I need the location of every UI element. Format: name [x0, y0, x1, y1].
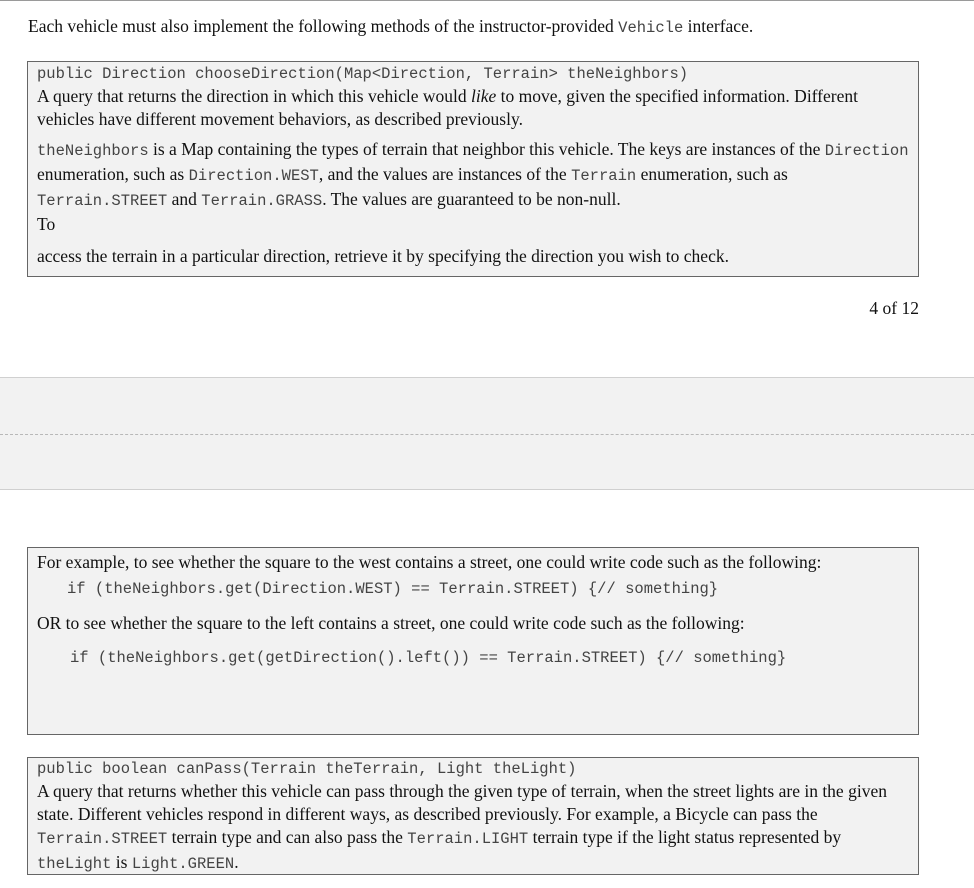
- example-west-text: For example, to see whether the square to the west contains a street, one could write code such as the following:: [37, 552, 822, 572]
- desc-text: A query that returns the direction in which this vehicle would: [37, 86, 471, 106]
- cp-text-2: terrain type and can also pass the: [167, 827, 408, 847]
- p2-text-4: enumeration, such as: [636, 164, 788, 184]
- can-pass-signature: public boolean canPass(Terrain theTerrain, Light theLight): [37, 760, 577, 778]
- top-divider: [0, 0, 974, 1]
- code-light-green: Light.GREEN: [131, 855, 235, 873]
- cp-text-1: A query that returns whether this vehicle can pass through the given type of terrain, when the street lights are in the given state. Different vehicles respond in different ways, as described previously. For example, a Bicycle can pass the: [37, 781, 887, 824]
- page-break-dashed-line: [0, 434, 974, 435]
- page-break-band: [0, 377, 974, 490]
- can-pass-box: [27, 757, 919, 875]
- p2-text-5: and: [167, 189, 202, 209]
- code-terrain-light: Terrain.LIGHT: [407, 830, 529, 848]
- page-number: 4 of 12: [869, 298, 919, 318]
- choose-direction-description: [37, 85, 910, 131]
- code-terrain-street: Terrain.STREET: [37, 192, 168, 210]
- code-direction: Direction: [824, 142, 909, 160]
- emphasis-like: like: [471, 86, 497, 106]
- code-terrain-grass: Terrain.GRASS: [201, 192, 323, 210]
- example-west-code: if (theNeighbors.get(Direction.WEST) == Terrain.STREET) {// something}: [67, 580, 719, 598]
- example-left-text: OR to see whether the square to the left contains a street, one could write code such as the following:: [37, 613, 745, 633]
- code-terrain: Terrain: [571, 167, 637, 185]
- choose-direction-box: [27, 61, 919, 277]
- the-neighbors-paragraph: [37, 138, 910, 236]
- access-terrain-paragraph: access the terrain in a particular direction, retrieve it by specifying the direction you wish to check.: [37, 246, 729, 266]
- code-theNeighbors: theNeighbors: [37, 142, 149, 160]
- code-terrain-street: Terrain.STREET: [37, 830, 168, 848]
- p2-text-1: is a Map containing the types of terrain that neighbor this vehicle. The keys are instances of the: [148, 139, 825, 159]
- p2-text-6: . The values are guaranteed to be non-null.: [322, 189, 621, 209]
- code-direction-west: Direction.WEST: [188, 167, 319, 185]
- cp-text-5: .: [234, 852, 239, 872]
- p2-text-2: enumeration, such as: [37, 164, 189, 184]
- p2-text-3: , and the values are instances of the: [318, 164, 572, 184]
- intro-paragraph: [28, 15, 753, 40]
- cp-text-3: terrain type if the light status represented by: [528, 827, 842, 847]
- example-box: [27, 547, 919, 735]
- intro-text: Each vehicle must also implement the following methods of the instructor-provided: [28, 16, 619, 36]
- p2-text-to: To: [37, 214, 56, 234]
- example-left-code: if (theNeighbors.get(getDirection().left()) == Terrain.STREET) {// something}: [70, 649, 787, 667]
- cp-text-4: is: [111, 852, 132, 872]
- intro-suffix: interface.: [683, 16, 754, 36]
- choose-direction-signature: public Direction chooseDirection(Map<Direction, Terrain> theNeighbors): [37, 65, 689, 83]
- vehicle-interface-code: Vehicle: [618, 19, 684, 37]
- can-pass-description: [37, 780, 910, 876]
- desc-text-rest: to move, given the specified information. Different vehicles have different movement behaviors, as described previously.: [37, 86, 858, 129]
- code-theLight: theLight: [37, 855, 112, 873]
